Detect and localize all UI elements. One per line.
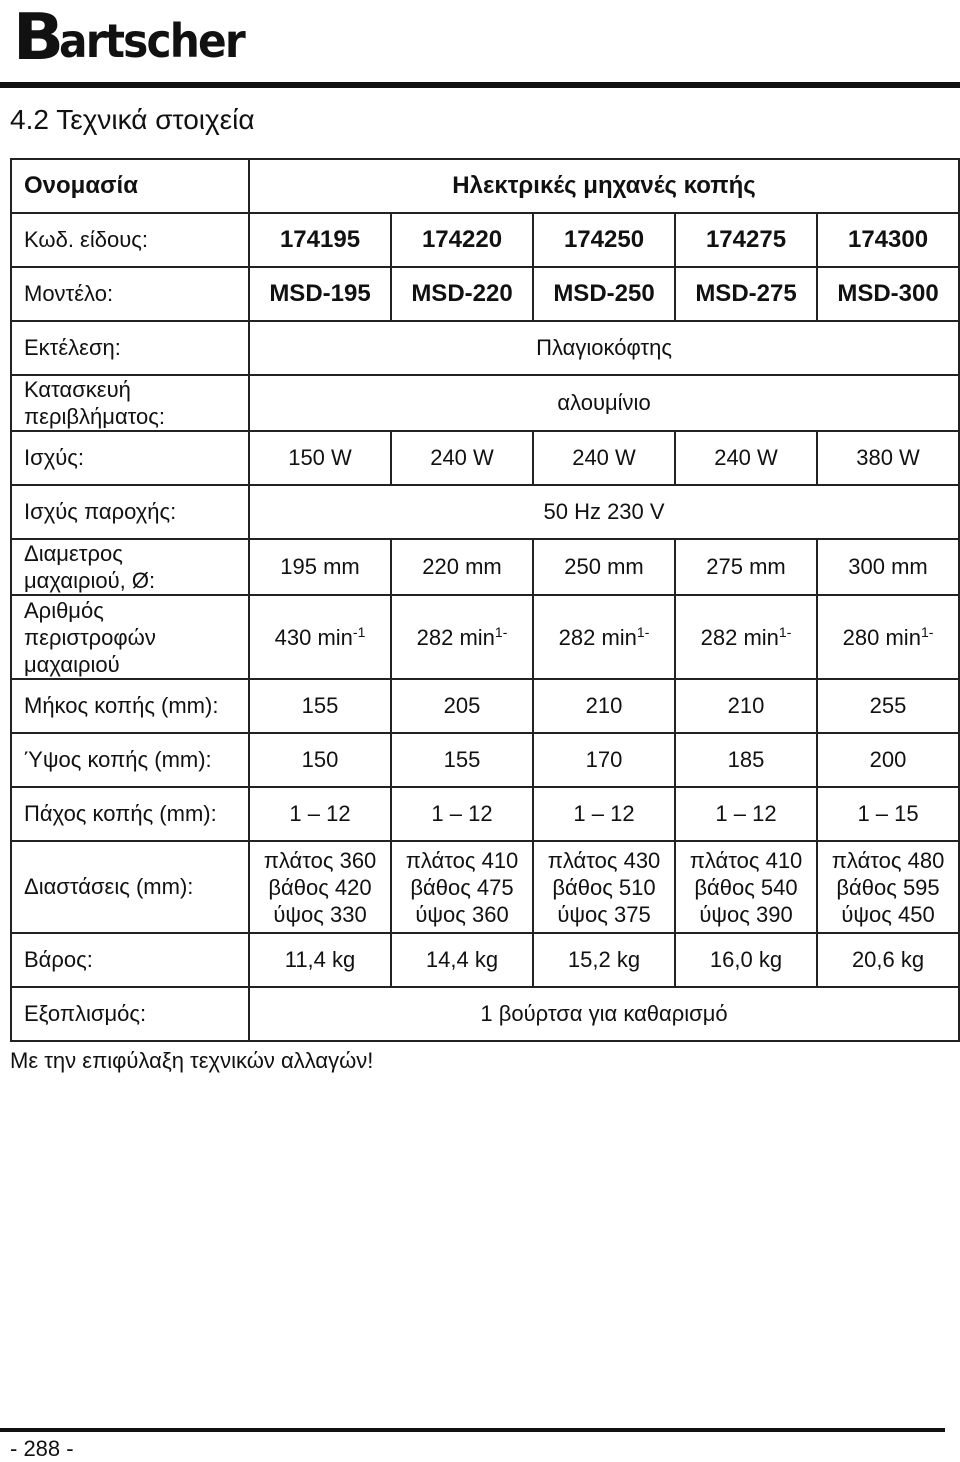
rpm-value: 282 min xyxy=(558,624,637,650)
table-cell: 14,4 kg xyxy=(391,933,533,987)
row-label: Κωδ. είδους: xyxy=(11,213,249,267)
table-cell: 185 xyxy=(675,733,817,787)
rpm-unit-exponent: 1- xyxy=(920,623,934,640)
table-cell: 11,4 kg xyxy=(249,933,391,987)
housing-value: αλουμίνιο xyxy=(249,375,959,431)
rpm-row xyxy=(11,595,959,679)
rpm-value: 282 min xyxy=(700,624,779,650)
dimension-width: πλάτος 410 xyxy=(405,847,519,873)
table-cell: MSD-220 xyxy=(391,267,533,321)
dimension-width: πλάτος 480 xyxy=(831,847,945,873)
section-title: 4.2 Τεχνικά στοιχεία xyxy=(10,104,255,135)
table-cell: 174275 xyxy=(675,213,817,267)
supply-row xyxy=(11,485,959,539)
table-cell xyxy=(817,841,959,933)
table-cell: 1 – 15 xyxy=(817,787,959,841)
dimension-width: πλάτος 360 xyxy=(263,847,377,873)
dimension-height: ύψος 390 xyxy=(699,901,793,927)
row-label: Διαμετρος μαχαιριού, Ø: xyxy=(11,539,249,595)
table-cell: 210 xyxy=(675,679,817,733)
table-cell: MSD-275 xyxy=(675,267,817,321)
row-label: Μήκος κοπής (mm): xyxy=(11,679,249,733)
dimension-height: ύψος 375 xyxy=(557,901,651,927)
page-number: - 288 - xyxy=(10,1436,74,1461)
row-label: Ύψος κοπής (mm): xyxy=(11,733,249,787)
diameter-row xyxy=(11,539,959,595)
table-cell: MSD-300 xyxy=(817,267,959,321)
row-label: Εξοπλισμός: xyxy=(11,987,249,1041)
table-cell: 250 mm xyxy=(533,539,675,595)
table-cell: 174195 xyxy=(249,213,391,267)
row-label: Ονομασία xyxy=(11,159,249,213)
row-label: Διαστάσεις (mm): xyxy=(11,841,249,933)
bartscher-logo xyxy=(12,1,260,75)
designation-row xyxy=(11,159,959,213)
table-cell: 155 xyxy=(249,679,391,733)
table-cell: MSD-195 xyxy=(249,267,391,321)
rpm-value: 282 min xyxy=(416,624,495,650)
version-value: Πλαγιοκόφτης xyxy=(249,321,959,375)
table-cell: 1 – 12 xyxy=(675,787,817,841)
table-cell: 200 xyxy=(817,733,959,787)
table-cell: 210 xyxy=(533,679,675,733)
row-label: Μοντέλο: xyxy=(11,267,249,321)
rpm-value: 430 min xyxy=(274,624,353,650)
table-cell: 174250 xyxy=(533,213,675,267)
table-cell xyxy=(391,595,533,679)
table-cell: 240 W xyxy=(533,431,675,485)
dimension-depth: βάθος 420 xyxy=(268,874,372,900)
rpm-unit-exponent: -1 xyxy=(352,623,366,640)
equipment-value: 1 βούρτσα για καθαρισμό xyxy=(249,987,959,1041)
row-label: Εκτέλεση: xyxy=(11,321,249,375)
table-cell: 1 – 12 xyxy=(391,787,533,841)
table-cell: 174300 xyxy=(817,213,959,267)
table-cell: 300 mm xyxy=(817,539,959,595)
equipment-row xyxy=(11,987,959,1041)
row-label: Κατασκευή περιβλήματος: xyxy=(11,375,249,431)
table-cell: 150 xyxy=(249,733,391,787)
table-cell: 240 W xyxy=(391,431,533,485)
table-cell: 240 W xyxy=(675,431,817,485)
table-cell: 155 xyxy=(391,733,533,787)
article-row xyxy=(11,213,959,267)
designation-value: Ηλεκτρικές μηχανές κοπής xyxy=(249,159,959,213)
table-cell: 150 W xyxy=(249,431,391,485)
row-label: Ισχύς: xyxy=(11,431,249,485)
dimension-height: ύψος 360 xyxy=(415,901,509,927)
dimension-height: ύψος 450 xyxy=(841,901,935,927)
dimension-height: ύψος 330 xyxy=(273,901,367,927)
table-cell xyxy=(675,595,817,679)
table-cell: 170 xyxy=(533,733,675,787)
table-cell: 1 – 12 xyxy=(249,787,391,841)
logo-initial: B xyxy=(12,1,62,75)
table-cell: 380 W xyxy=(817,431,959,485)
thickness-row xyxy=(11,787,959,841)
row-label: Ισχύς παροχής: xyxy=(11,485,249,539)
model-row xyxy=(11,267,959,321)
dimension-depth: βάθος 595 xyxy=(836,874,940,900)
table-cell xyxy=(533,841,675,933)
table-cell: 16,0 kg xyxy=(675,933,817,987)
cut-height-row xyxy=(11,733,959,787)
technical-data-table xyxy=(10,158,960,1042)
power-row xyxy=(11,431,959,485)
table-cell: 195 mm xyxy=(249,539,391,595)
dimensions-row xyxy=(11,841,959,933)
cut-length-row xyxy=(11,679,959,733)
table-cell: 205 xyxy=(391,679,533,733)
table-cell: MSD-250 xyxy=(533,267,675,321)
logo-wordmark: artscher xyxy=(58,14,244,68)
table-cell xyxy=(249,841,391,933)
row-label: Αριθμός περιστροφών μαχαιριού xyxy=(11,595,249,679)
rpm-value: 280 min xyxy=(842,624,921,650)
dimension-depth: βάθος 540 xyxy=(694,874,798,900)
rpm-unit-exponent: 1- xyxy=(494,623,508,640)
rpm-unit-exponent: 1- xyxy=(778,623,792,640)
table-cell: 1 – 12 xyxy=(533,787,675,841)
housing-row xyxy=(11,375,959,431)
table-cell xyxy=(533,595,675,679)
header-rule xyxy=(0,82,960,88)
weight-row xyxy=(11,933,959,987)
footer-rule xyxy=(0,1428,945,1432)
row-label: Πάχος κοπής (mm): xyxy=(11,787,249,841)
table-cell: 220 mm xyxy=(391,539,533,595)
dimension-width: πλάτος 410 xyxy=(689,847,803,873)
dimension-width: πλάτος 430 xyxy=(547,847,661,873)
row-label: Βάρος: xyxy=(11,933,249,987)
table-cell xyxy=(249,595,391,679)
technical-changes-note: Με την επιφύλαξη τεχνικών αλλαγών! xyxy=(10,1048,374,1073)
table-cell: 275 mm xyxy=(675,539,817,595)
table-cell xyxy=(675,841,817,933)
rpm-unit-exponent: 1- xyxy=(636,623,650,640)
table-cell xyxy=(817,595,959,679)
dimension-depth: βάθος 475 xyxy=(410,874,514,900)
table-cell xyxy=(391,841,533,933)
supply-value: 50 Hz 230 V xyxy=(249,485,959,539)
table-cell: 20,6 kg xyxy=(817,933,959,987)
table-cell: 174220 xyxy=(391,213,533,267)
dimension-depth: βάθος 510 xyxy=(552,874,656,900)
table-cell: 15,2 kg xyxy=(533,933,675,987)
table-cell: 255 xyxy=(817,679,959,733)
version-row xyxy=(11,321,959,375)
